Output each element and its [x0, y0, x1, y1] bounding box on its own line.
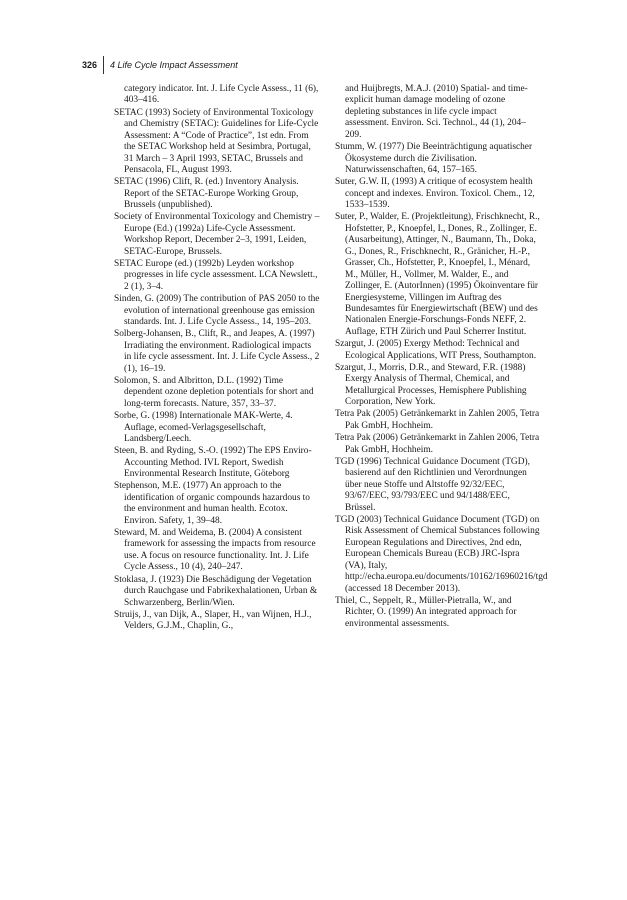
reference-entry: [114, 481, 320, 527]
reference-entry: [114, 294, 320, 328]
reference-entry: [114, 411, 320, 445]
reference-text: Suter, P., Walder, E. (Projektleitung), Frischknecht, R., Hofstetter, P., Knoepfel, I., Dones, R., Zollinger, E. (Ausarbeitung), Attinger, N., Baumann, Th., Doka, G., Dones, R., Frischknecht, R., Gränicher, H.-P., Grasser, Ch., Hofstetter, P., Knoepfel, I., Ménard, M., Müller, H., Vollmer, M. Walder, E., and Zollinger, E. (AutorInnen) (1995) Ökoinventare für Energiesysteme, Villingen im Auftrag des Bundesamtes für Energiewirtschaft (BEW) und des Nationalen Energie-Forschungs-Fonds NEFF, 2. Auflage, ETH Zürich und Paul Scherrer Institut.: [335, 212, 543, 337]
reference-continuation: [335, 84, 541, 141]
reference-text: Sorbe, G. (1998) Internationale MAK-Werte, 4. Auflage, ecomed-Verlagsgesellschaft, Landsberg/Leech.: [114, 411, 295, 444]
running-header: [72, 56, 552, 74]
reference-entry: [335, 177, 541, 211]
header-divider: [103, 56, 104, 74]
reference-text: SETAC (1996) Clift, R. (ed.) Inventory Analysis. Report of the SETAC-Europe Working Group, Brussels (unpublished).: [114, 177, 301, 211]
reference-column-right: [335, 84, 550, 631]
reference-entry: [335, 409, 541, 432]
running-title: 4 Life Cycle Impact Assessment: [110, 60, 238, 70]
reference-text: SETAC (1993) Society of Environmental Toxicology and Chemistry (SETAC): Guidelines for Life-Cycle Assessment: A “Code of Practice”, 1st edn. From the SETAC Workshop held at Sesimbra, Portugal, 31 March – 3 April 1993, SETAC, Brussels and Pensacola, FL, August 1993.: [114, 107, 321, 175]
reference-text: Struijs, J., van Dijk, A., Slaper, H., van Wijnen, H.J., Velders, G.J.M., Chaplin, G.,: [114, 609, 314, 632]
reference-entry: [114, 329, 320, 375]
reference-text: Society of Environmental Toxicology and Chemistry – Europe (Ed.) (1992a) Life-Cycle Assessment. Workshop Report, December 2–3, 1991, Leiden, SETAC-Europe, Brussels.: [114, 212, 322, 257]
reference-text: Tetra Pak (2006) Getränkemarkt in Zahlen 2006, Tetra Pak GmbH, Hochheim.: [335, 433, 542, 455]
reference-text: Stumm, W. (1977) Die Beeinträchtigung aquatischer Ökosysteme durch die Zivilisation. Naturwissenschaften, 64, 157–165.: [335, 142, 535, 175]
reference-text: Stoklasa, J. (1923) Die Beschädigung der Vegetation durch Rauchgase und Fabrikexhalationen, Urban & Schwarzenberg, Berlin/Wien.: [114, 574, 320, 608]
reference-entry: [114, 177, 320, 211]
reference-text: TGD (2003) Technical Guidance Document (TGD) on Risk Assessment of Chemical Substances following European Regulations and Directives, 2nd edn, European Chemicals Bureau (ECB) JRC-Ispra (VA), Italy, http://echa.europa.eu/documents/10162/16960216/tgd (accessed 18 December 2013).: [335, 514, 550, 594]
reference-text: Steward, M. and Weidema, B. (2004) A consistent framework for assessing the impacts from resource use. A focus on resource functionality. Int. J. Life Cycle Assess., 10 (4), 240–247.: [114, 527, 318, 573]
reference-entry: [114, 376, 320, 410]
reference-text: Stephenson, M.E. (1977) An approach to the identification of organic compounds hazardous to the environment and human health. Ecotox. Environ. Safety, 1, 39–48.: [114, 481, 313, 526]
reference-text: Sinden, G. (2009) The contribution of PAS 2050 to the evolution of international greenhouse gas emission standards. Int. J. Life Cycle Assess., 14, 195–203.: [114, 294, 322, 328]
reference-text: Szargut, J., Morris, D.R., and Steward, F.R. (1988) Exergy Analysis of Thermal, Chemical, and Metallurgical Processes, Hemisphere Publishing Corporation, New York.: [335, 362, 529, 408]
reference-entry: [335, 433, 541, 456]
reference-text: SETAC Europe (ed.) (1992b) Leyden workshop progresses in life cycle assessment. LCA Newslett., 2 (1), 3–4.: [114, 258, 320, 292]
reference-entry: [114, 212, 320, 258]
reference-entry: [335, 514, 550, 595]
reference-text: TGD (1996) Technical Guidance Document (TGD), basierend auf den Richtlinien und Verordnungen über neue Stoffe und Altstoffe 92/32/EEC, 93/67/EEC, 93/793/EEC und 94/1488/EEC, Brüssel.: [335, 456, 533, 513]
page-number: 326: [82, 60, 98, 70]
reference-entry: [335, 457, 541, 514]
reference-continuation: [114, 84, 320, 107]
reference-text: category indicator. Int. J. Life Cycle Assess., 11 (6), 403–416.: [124, 84, 321, 106]
reference-text: and Huijbregts, M.A.J. (2010) Spatial- and time-explicit human damage modeling of ozone depleting substances in life cycle impact assessment. Environ. Sci. Technol., 44 (1), 204–209.: [345, 84, 528, 140]
reference-text: Tetra Pak (2005) Getränkemarkt in Zahlen 2005, Tetra Pak GmbH, Hochheim.: [335, 409, 542, 431]
reference-text: Suter, G.W. II, (1993) A critique of ecosystem health concept and indexes. Environ. Toxicol. Chem., 12, 1533–1539.: [335, 177, 538, 211]
reference-entry: [335, 596, 541, 630]
reference-entry: [335, 212, 541, 338]
reference-text: Solberg-Johansen, B., Clift, R., and Jeapes, A. (1997) Irradiating the environment. Radiological impacts in life cycle assessment. Int. J. Life Cycle Assess., 2 (1), 16–19.: [114, 329, 322, 374]
reference-entry: [114, 575, 320, 609]
reference-column-left: [114, 84, 320, 633]
reference-entry: [335, 339, 541, 362]
reference-entry: [114, 259, 320, 293]
reference-entry: [114, 108, 320, 177]
reference-entry: [335, 363, 541, 409]
reference-entry: [114, 446, 320, 480]
reference-entry: [114, 610, 320, 633]
reference-text: Steen, B. and Ryding, S.-O. (1992) The EPS Enviro-Accounting Method. IVL Report, Swedish Environmental Research Institute, Göteborg: [114, 446, 312, 480]
reference-entry: [114, 528, 320, 574]
reference-text: Thiel, C., Seppelt, R., Müller-Pietralla, W., and Richter, O. (1999) An integrated approach for environmental assessments.: [335, 595, 519, 629]
reference-text: Solomon, S. and Albritton, D.L. (1992) Time dependent ozone depletion potentials for short and long-term forecasts. Nature, 357, 33–37.: [114, 375, 316, 409]
reference-text: Szargut, J. (2005) Exergy Method: Technical and Ecological Applications, WIT Press, Southampton.: [335, 339, 537, 361]
reference-entry: [335, 142, 541, 176]
